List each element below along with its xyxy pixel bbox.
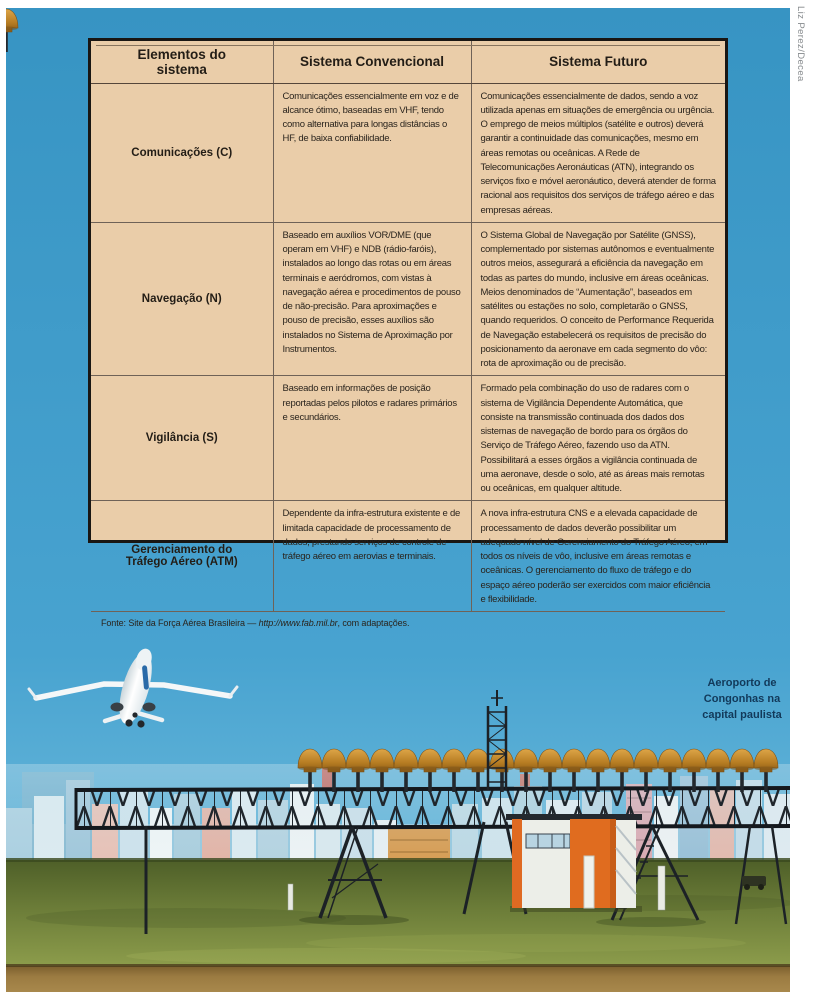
cell-conventional: Baseado em informações de posição reportadas pelos pilotos e radares primários e secundários. (273, 376, 471, 501)
table-row-atm (91, 501, 725, 612)
row-label-text: Gerenciamento do Tráfego Aéreo (ATM) (125, 544, 238, 569)
cell-future: Comunicações essencialmente de dados, sendo a voz utilizada apenas em situações de emergência ou urgência. O emprego de meios múltiplos (satélite e outros) deverá garantir a continuidade das comunicações, mesmo em áreas remotas ou oceânicas. A Rede de Telecomunicações Aeronáuticas (ATN), integrando os serviços fixo e móvel aeronáutico, deverá atender de forma racional aos requisitos dos serviços de tráfego aéreo e das empresas aéreas. (480, 90, 716, 216)
cns-table (91, 41, 725, 612)
header-elementos (91, 41, 273, 83)
cell-future: Formado pela combinação do uso de radares com o sistema de Vigilância Dependente Automática, que consiste na transmissão continuada dos dados dos sistemas de navegação de bordo para os órgãos do Serviço de Tráfego Aéreo, fazendo uso da ATN. Possibilitará a esses órgãos a vigilância continuada de uma aeronave, desde o solo, até as áreas mais remotas ou oceânicas, em qualquer altitude. (480, 383, 705, 494)
photo-credit: Liz Perez/Decea (795, 6, 806, 82)
dirt-strip (6, 964, 790, 992)
row-label (91, 222, 273, 376)
antenna-truss (76, 788, 790, 830)
grass-field (6, 858, 790, 966)
row-label (91, 501, 273, 612)
photo-caption: Aeroporto de Congonhas na capital paulista (702, 677, 782, 721)
row-label-text: Comunicações (C) (131, 146, 233, 159)
table-row-comunicacoes (91, 83, 725, 222)
header-row (91, 41, 725, 83)
cell-future: A nova infra-estrutura CNS e a elevada capacidade de processamento de dados deverão possibilitar um adequado nível de Gerenciamento do Tráfego Aéreo, em todos os níveis de vôo, inclusive em áreas remotas e oceânicas. O gerenciamento do fluxo de tráfego e do espaço aéreo poderão ser exercidos com maior eficiência e flexibilidade. (480, 508, 711, 605)
header-elementos-label: Elementos do sistema (137, 46, 226, 77)
cell-future: O Sistema Global de Navegação por Satélite (GNSS), complementado por sistemas autônomos e eventualmente outros meios, assegurará a eficiência da navegação em todas as partes do mundo, inclusive em áreas oceânicas. Meios denominados de “Aumentação”, baseados em satélites ou estações no solo, completarão o GNSS, quando requeridos. O conceito de Performance Requerida de Navegação estabelecerá os requisitos de precisão do posicionamento da aeronave em cada segmento do vôo: rota de aproximação ou de precisão. (480, 229, 715, 369)
source-suffix: , com adaptações. (337, 618, 410, 628)
equipment-shelter (506, 814, 642, 912)
table-row-navegacao (91, 222, 725, 376)
header-convencional: Sistema Convencional (273, 41, 471, 83)
table-source (91, 612, 725, 632)
cell-conventional: Comunicações essencialmente em voz e de alcance ótimo, baseadas em VHF, tendo como alternativa para longas distâncias o HF, de baixa confiabilidade. (273, 83, 471, 222)
source-link: http://www.fab.mil.br (258, 618, 338, 628)
cell-conventional: Dependente da infra-estrutura existente e de limitada capacidade de processamento de dados, prestando serviços de controle de tráfego aéreo em aerovias e terminais. (273, 501, 471, 612)
table-row-vigilancia (91, 376, 725, 501)
row-label-text: Navegação (N) (141, 293, 222, 305)
table-top-rule (96, 45, 720, 46)
row-label (91, 376, 273, 501)
header-futuro: Sistema Futuro (471, 41, 725, 83)
cns-atm-table (88, 38, 728, 628)
source-prefix: Fonte: Site da Força Aérea Brasileira — (101, 618, 259, 628)
row-label (91, 83, 273, 222)
cell-conventional: Baseado em auxílios VOR/DME (que operam em VHF) e NDB (rádio-faróis), instalados ao longo das rotas ou em áreas terminais e aeródromos, com vistas à navegação aérea e procedimentos de pouso de não-precisão. Para aproximações e pouso de precisão, esses auxílios são instalados no Sistema de Aproximação por Instrumentos. (273, 222, 471, 376)
row-label-text: Vigilância (S) (145, 432, 218, 445)
